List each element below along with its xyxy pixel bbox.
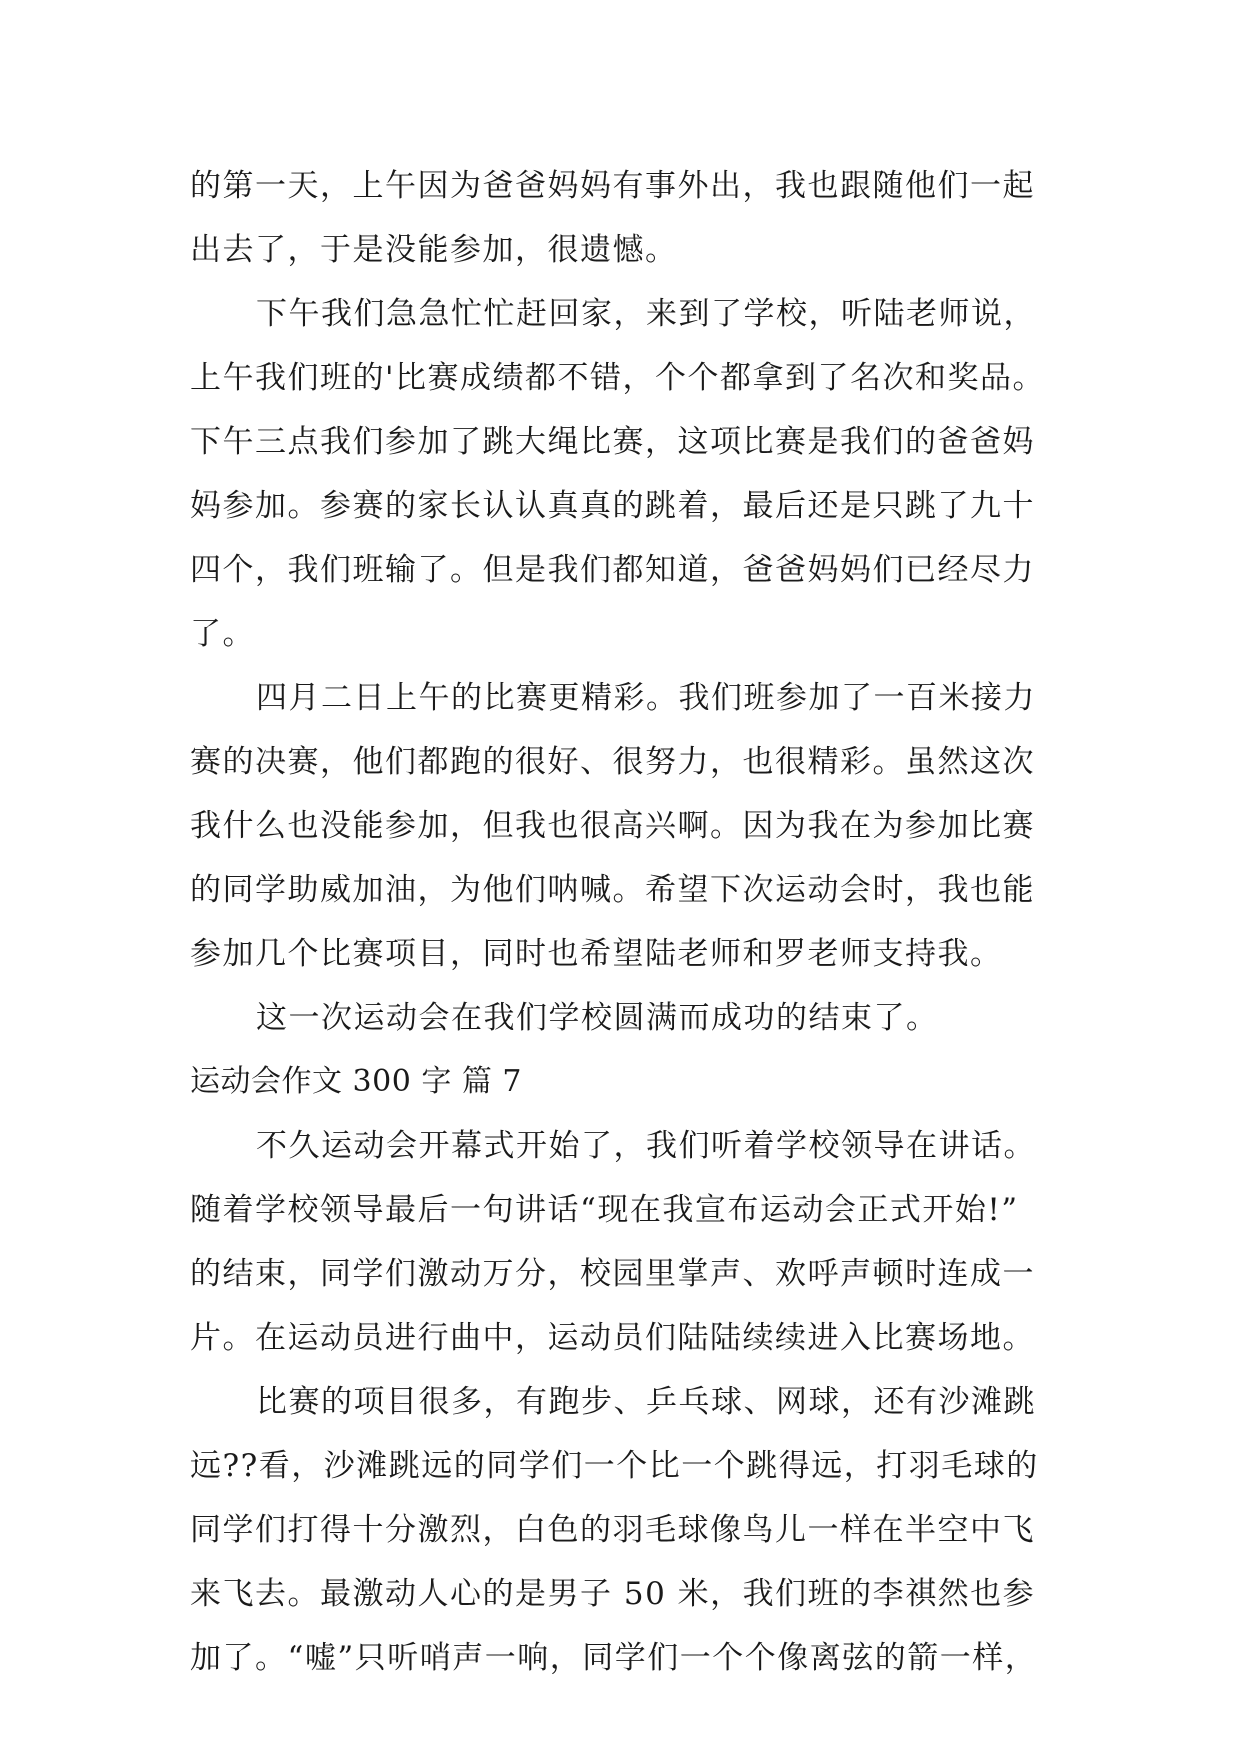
- text-line: 出去了，于是没能参加，很遗憾。: [190, 232, 678, 268]
- text-line: 下午三点我们参加了跳大绳比赛，这项比赛是我们的爸爸妈: [190, 424, 1035, 460]
- text-line: 四个，我们班输了。但是我们都知道，爸爸妈妈们已经尽力: [190, 552, 1035, 588]
- text-line: 片。在运动员进行曲中，运动员们陆陆续续进入比赛场地。: [190, 1320, 1035, 1356]
- text-line: 了。: [190, 616, 255, 652]
- text-line: 加了。“嘘”只听哨声一响，同学们一个个像离弦的箭一样，: [190, 1640, 1038, 1676]
- text-line: 的第一天，上午因为爸爸妈妈有事外出，我也跟随他们一起: [190, 168, 1035, 204]
- section-heading: 运动会作文 300 字 篇 7: [190, 1064, 522, 1099]
- text-line: 我什么也没能参加，但我也很高兴啊。因为我在为参加比赛: [190, 808, 1035, 844]
- text-line: 远??看，沙滩跳远的同学们一个比一个跳得远，打羽毛球的: [190, 1448, 1039, 1484]
- text-line: 随着学校领导最后一句讲话“现在我宣布运动会正式开始!”: [190, 1192, 1019, 1228]
- paragraph-start-line: 四月二日上午的比赛更精彩。我们班参加了一百米接力: [256, 680, 1036, 716]
- text-line: 妈参加。参赛的家长认认真真的跳着，最后还是只跳了九十: [190, 488, 1035, 524]
- text-line: 上午我们班的'比赛成绩都不错，个个都拿到了名次和奖品。: [190, 360, 1046, 396]
- text-line: 来飞去。最激动人心的是男子 50 米，我们班的李祺然也参: [190, 1576, 1036, 1612]
- text-line: 赛的决赛，他们都跑的很好、很努力，也很精彩。虽然这次: [190, 744, 1035, 780]
- paragraph-start-line: 不久运动会开幕式开始了，我们听着学校领导在讲话。: [256, 1128, 1036, 1164]
- paragraph-start-line: 这一次运动会在我们学校圆满而成功的结束了。: [256, 1000, 939, 1036]
- text-line: 参加几个比赛项目，同时也希望陆老师和罗老师支持我。: [190, 936, 1003, 972]
- text-line: 的结束，同学们激动万分，校园里掌声、欢呼声顿时连成一: [190, 1256, 1035, 1292]
- text-line: 同学们打得十分激烈，白色的羽毛球像鸟儿一样在半空中飞: [190, 1512, 1035, 1548]
- document-body: [190, 154, 1050, 1690]
- paragraph-start-line: 比赛的项目很多，有跑步、乒乓球、网球，还有沙滩跳: [256, 1384, 1036, 1420]
- paragraph-start-line: 下午我们急急忙忙赶回家，来到了学校，听陆老师说，: [256, 296, 1036, 332]
- text-line: 的同学助威加油，为他们呐喊。希望下次运动会时，我也能: [190, 872, 1035, 908]
